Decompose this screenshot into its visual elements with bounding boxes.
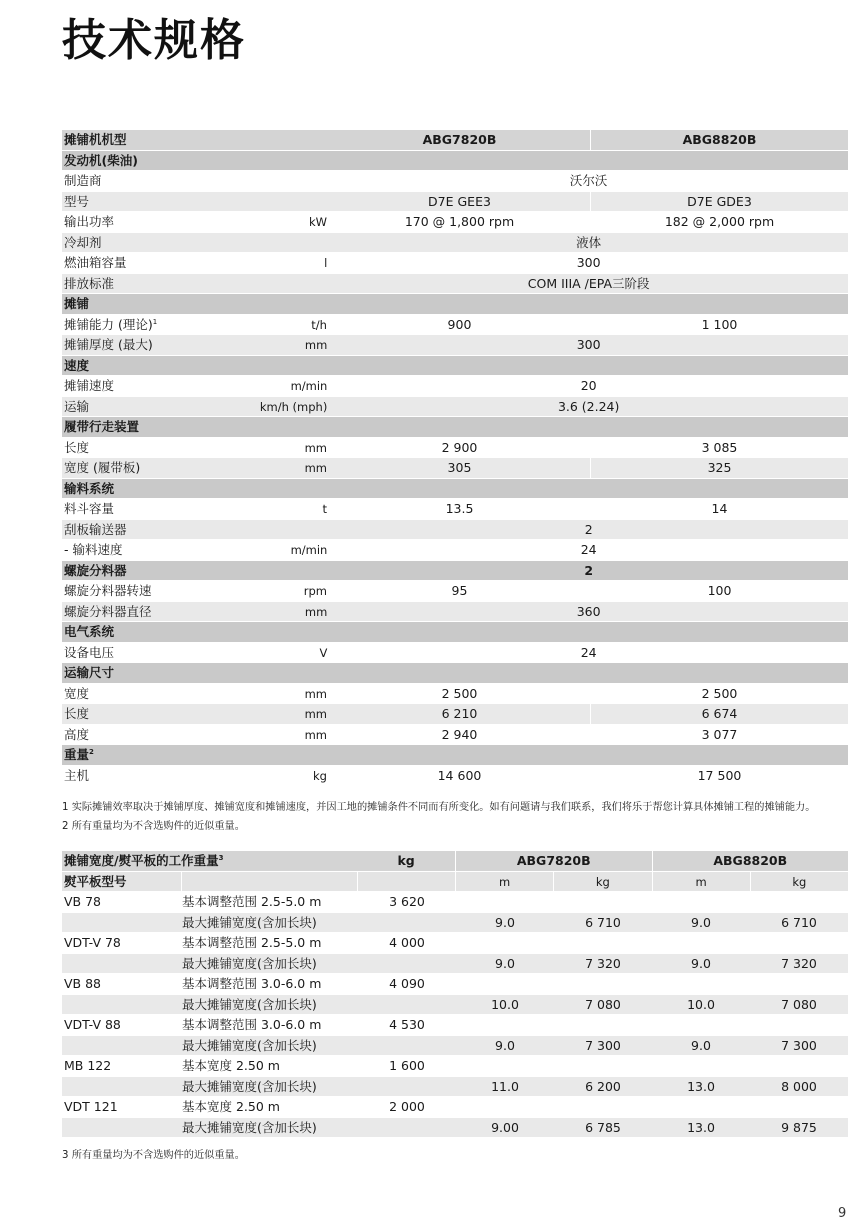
screed-desc: 基本调整范围 3.0-6.0 m — [182, 976, 322, 991]
spec-row-unit: mm — [304, 707, 327, 721]
spec-data-row — [62, 233, 848, 254]
screed-kg-b — [750, 1015, 848, 1035]
spec-section-label-text: 输料系统 — [64, 480, 115, 496]
screed-subheader-desc — [181, 872, 357, 892]
spec-row-label-text: 燃油箱容量 — [64, 255, 127, 270]
screed-m-a — [456, 1097, 554, 1117]
spec-row-value-a: 14 600 — [329, 766, 591, 786]
screed-kg-b — [750, 1097, 848, 1117]
spec-section-label — [62, 294, 242, 314]
screed-m-b — [652, 974, 750, 994]
spec-row-value-both: 沃尔沃 — [569, 173, 608, 188]
spec-row-value-a: 2 900 — [329, 438, 591, 458]
spec-row-label-text: 制造商 — [64, 173, 102, 188]
screed-kg-b: 7 320 — [781, 955, 817, 971]
screed-kg — [358, 995, 456, 1015]
screed-kg-a: 6 200 — [585, 1078, 621, 1094]
screed-desc: 最大摊铺宽度(含加长块) — [182, 1037, 317, 1053]
spec-row-label-text: 料斗容量 — [64, 501, 115, 516]
spec-row-label-text: 宽度 — [64, 685, 90, 701]
spec-row-label — [62, 253, 242, 273]
screed-desc: 最大摊铺宽度(含加长块) — [182, 914, 317, 930]
spec-row-label-text: 输出功率 — [64, 214, 115, 229]
spec-data-row — [62, 602, 848, 623]
spec-row-unit: kW — [308, 215, 327, 229]
spec-header-model-b: ABG8820B — [682, 132, 757, 147]
screed-header-title-sup: 3 — [218, 854, 224, 862]
screed-model: VDT-V 78 — [64, 935, 121, 950]
spec-data-row — [62, 253, 848, 274]
screed-m-b: 9.0 — [691, 955, 711, 971]
screed-row — [62, 995, 848, 1016]
screed-row — [62, 1118, 848, 1139]
spec-section-row — [62, 745, 848, 766]
screed-m-b — [652, 1097, 750, 1117]
spec-row-unit: V — [319, 645, 328, 660]
spec-row-unit: mm — [304, 686, 327, 701]
spec-data-row — [62, 643, 848, 664]
footnote-2: 2 所有重量均为不含选购件的近似重量。 — [62, 821, 245, 832]
screed-m-a: 11.0 — [491, 1078, 519, 1094]
spec-row-value-a: D7E GEE3 — [329, 192, 591, 212]
spec-section-label-text: 螺旋分料器 — [64, 562, 127, 578]
spec-section-row — [62, 294, 848, 315]
spec-row-label-text: 摊铺速度 — [64, 378, 115, 393]
screed-model: MB 122 — [64, 1058, 112, 1073]
spec-header-model-a: ABG7820B — [329, 130, 591, 150]
screed-desc: 最大摊铺宽度(含加长块) — [182, 955, 317, 971]
spec-section-value: 2 — [584, 562, 594, 578]
spec-row-unit: m/min — [290, 379, 328, 393]
screed-row — [62, 1056, 848, 1077]
spec-row-label-text: 螺旋分料器转速 — [64, 583, 152, 598]
footnote-1: 1 实际摊铺效率取决于摊铺厚度、摊铺宽度和摊铺速度，并因工地的摊铺条件不同而有所变化。如有问题请与我们联系，我们将乐于帮您计算具体摊铺工程的摊铺能力。 — [62, 802, 816, 813]
screed-m-b: 9.0 — [691, 1037, 711, 1053]
spec-row-label-text: 长度 — [64, 439, 90, 455]
screed-row — [62, 892, 848, 913]
spec-data-row — [62, 540, 848, 561]
spec-row-value-both: 20 — [580, 378, 597, 393]
screed-kg-b — [750, 974, 848, 994]
screed-model: VB 78 — [64, 894, 102, 909]
spec-row-label — [62, 212, 241, 232]
screed-m-a: 9.0 — [495, 914, 515, 930]
spec-data-row — [62, 766, 848, 787]
spec-row-label — [62, 376, 242, 396]
spec-data-row — [62, 684, 848, 705]
spec-row-unit — [241, 192, 329, 212]
spec-row-value-b: 3 085 — [701, 439, 738, 455]
spec-row-label — [62, 192, 241, 212]
spec-row-label-text: 摊铺厚度 (最大) — [64, 337, 153, 352]
screed-kg — [358, 1036, 456, 1056]
spec-row-label-text: 宽度 (履带板) — [64, 460, 141, 475]
screed-row — [62, 1036, 848, 1057]
spec-body — [62, 151, 848, 787]
spec-row-label — [62, 315, 241, 335]
spec-row-value-a: 6 210 — [329, 704, 591, 724]
screed-kg-a — [554, 1097, 652, 1117]
spec-row-value-a: 95 — [329, 581, 591, 601]
spec-row-label-text: - 输料速度 — [64, 542, 123, 557]
spec-section-label — [62, 745, 242, 765]
spec-row-label — [62, 581, 241, 601]
spec-row-label — [62, 438, 241, 458]
screed-kg: 4 530 — [389, 1017, 425, 1032]
spec-row-unit: mm — [304, 727, 327, 742]
spec-row-value-b: 1 100 — [701, 316, 738, 332]
spec-row-value-both: 2 — [584, 521, 593, 537]
spec-row-label — [62, 540, 242, 560]
spec-section-label-text: 速度 — [64, 357, 90, 373]
screed-table — [62, 851, 848, 1138]
screed-kg-b — [750, 1056, 848, 1076]
screed-kg-a — [554, 933, 652, 953]
screed-desc: 最大摊铺宽度(含加长块) — [182, 1078, 317, 1094]
spec-header-row — [62, 130, 848, 151]
spec-data-row — [62, 315, 848, 336]
spec-row-value-b: 17 500 — [697, 767, 742, 783]
spec-row-value-b: 3 077 — [701, 726, 738, 742]
spec-section-row — [62, 622, 848, 643]
screed-m-a — [456, 1056, 554, 1076]
screed-m-b — [652, 1015, 750, 1035]
spec-row-label — [62, 171, 242, 191]
spec-section-unit — [242, 151, 330, 171]
spec-header-label: 摊铺机机型 — [64, 132, 127, 147]
spec-row-unit: m/min — [290, 543, 328, 557]
spec-row-value-both: 24 — [580, 542, 597, 557]
screed-header-model-b: ABG8820B — [652, 851, 849, 871]
screed-subheader-m-b: m — [652, 872, 750, 892]
screed-kg — [358, 1118, 456, 1138]
spec-row-unit: mm — [304, 604, 328, 619]
spec-row-value-a: 2 940 — [329, 725, 591, 745]
spec-row-unit: t/h — [311, 317, 327, 332]
screed-kg: 4 090 — [389, 976, 425, 991]
screed-m-a: 9.0 — [495, 1037, 515, 1053]
screed-m-a — [456, 892, 554, 912]
screed-m-a: 9.00 — [491, 1119, 519, 1135]
screed-subheader-kg-b: kg — [750, 872, 848, 892]
screed-kg-a — [554, 974, 652, 994]
spec-row-value-a: 2 500 — [329, 684, 591, 704]
screed-m-a — [456, 1015, 554, 1035]
footnote-3: 3 所有重量均为不含选购件的近似重量。 — [62, 1150, 245, 1161]
spec-row-value-b: D7E GDE3 — [687, 193, 752, 209]
screed-kg: 2 000 — [389, 1099, 425, 1114]
spec-row-value-b: 2 500 — [701, 685, 738, 701]
spec-row-value-a: 900 — [329, 315, 591, 335]
screed-kg-b: 7 300 — [781, 1037, 817, 1053]
spec-row-unit — [242, 233, 330, 253]
spec-row-unit — [242, 171, 330, 191]
screed-subheader-label: 熨平板型号 — [64, 873, 127, 889]
spec-section-label — [62, 356, 242, 376]
spec-row-value-both: 300 — [576, 337, 601, 352]
spec-row-label-text: 主机 — [64, 767, 90, 783]
screed-header-model-a: ABG7820B — [455, 851, 652, 871]
screed-kg-a: 6 710 — [585, 914, 621, 930]
screed-header-title-text: 摊铺宽度/熨平板的工作重量 — [64, 853, 219, 868]
screed-model — [62, 1077, 182, 1097]
spec-section-label-text: 电气系统 — [64, 624, 115, 639]
screed-kg-a: 7 080 — [585, 996, 621, 1012]
spec-row-value-a: 13.5 — [329, 499, 591, 519]
spec-row-label-text: 运输 — [64, 398, 90, 414]
spec-data-row — [62, 274, 848, 295]
screed-kg-a: 6 785 — [585, 1119, 621, 1135]
spec-section-label — [62, 479, 242, 499]
spec-section-unit — [242, 622, 330, 642]
screed-row — [62, 933, 848, 954]
screed-model: VDT-V 88 — [64, 1017, 121, 1032]
screed-body — [62, 892, 848, 1138]
screed-subheader-kg — [357, 872, 455, 892]
spec-section-label — [62, 151, 242, 171]
spec-data-row — [62, 376, 848, 397]
spec-data-row — [62, 335, 848, 356]
spec-section-unit — [242, 294, 330, 314]
screed-kg: 3 620 — [389, 894, 425, 909]
screed-kg-a — [554, 892, 652, 912]
spec-data-row — [62, 704, 848, 725]
spec-data-row — [62, 438, 848, 459]
spec-row-unit: mm — [304, 338, 328, 352]
spec-section-label-text: 发动机(柴油) — [64, 152, 138, 168]
spec-row-value-b: 100 — [707, 583, 732, 598]
spec-row-unit: rpm — [303, 584, 327, 598]
spec-row-label-text: 螺旋分料器直径 — [64, 603, 152, 619]
spec-row-label — [62, 766, 241, 786]
spec-section-unit — [242, 356, 330, 376]
spec-section-label — [62, 417, 242, 437]
spec-row-label — [62, 274, 242, 294]
spec-row-value-a: 170 @ 1,800 rpm — [329, 212, 591, 232]
spec-row-label — [62, 704, 241, 724]
spec-row-unit: kg — [313, 768, 327, 783]
spec-row-value-both: 300 — [576, 255, 601, 270]
spec-row-value-b: 182 @ 2,000 rpm — [664, 214, 775, 229]
spec-section-unit — [242, 745, 330, 765]
spec-section-label — [62, 663, 242, 683]
spec-row-label-text: 刮板输送器 — [64, 521, 127, 537]
screed-kg — [358, 913, 456, 933]
screed-kg: 1 600 — [389, 1058, 425, 1073]
spec-section-sup: 2 — [89, 748, 94, 756]
screed-row — [62, 1077, 848, 1098]
spec-section-row — [62, 479, 848, 500]
page-number: 9 — [838, 1206, 847, 1221]
spec-row-label — [62, 458, 241, 478]
screed-row — [62, 913, 848, 934]
screed-kg-a: 7 320 — [585, 955, 621, 971]
spec-row-label — [62, 520, 242, 540]
screed-m-a: 9.0 — [495, 955, 515, 971]
screed-subheader-m-a: m — [455, 872, 553, 892]
spec-row-label-text: 高度 — [64, 726, 90, 742]
spec-data-row — [62, 520, 848, 541]
screed-subheader-row — [62, 872, 848, 893]
screed-kg-b: 6 710 — [781, 914, 817, 930]
screed-row — [62, 954, 848, 975]
screed-kg-a — [554, 1056, 652, 1076]
spec-row-label-text: 冷却剂 — [64, 234, 102, 250]
screed-row — [62, 1015, 848, 1036]
spec-row-label — [62, 335, 242, 355]
spec-row-unit: mm — [304, 440, 327, 455]
screed-m-a — [456, 933, 554, 953]
screed-kg-b: 7 080 — [781, 996, 817, 1012]
screed-m-b — [652, 1056, 750, 1076]
spec-section-row — [62, 151, 848, 172]
screed-m-b: 10.0 — [687, 996, 715, 1012]
screed-model — [62, 995, 182, 1015]
screed-m-b: 13.0 — [687, 1119, 715, 1135]
spec-row-value-b: 14 — [711, 501, 728, 516]
spec-section-unit — [242, 479, 330, 499]
spec-section-row — [62, 663, 848, 684]
screed-m-b — [652, 933, 750, 953]
screed-kg-b: 8 000 — [781, 1078, 817, 1094]
spec-row-value-both: 3.6 (2.24) — [557, 398, 620, 414]
spec-row-value-both: 液体 — [576, 234, 602, 250]
spec-section-label — [62, 622, 242, 642]
screed-kg-b — [750, 892, 848, 912]
spec-data-row — [62, 397, 848, 418]
spec-header-unit — [241, 130, 329, 150]
screed-kg — [358, 1077, 456, 1097]
screed-m-a: 10.0 — [491, 996, 519, 1012]
spec-section-label-text: 运输尺寸 — [64, 665, 115, 680]
spec-row-label-text: 排放标准 — [64, 275, 115, 291]
spec-data-row — [62, 192, 848, 213]
spec-section-label-text: 履带行走装置 — [64, 419, 140, 434]
screed-desc: 最大摊铺宽度(含加长块) — [182, 996, 317, 1012]
spec-section-unit — [242, 663, 330, 683]
spec-data-row — [62, 725, 848, 746]
screed-model — [62, 1118, 182, 1138]
spec-section-unit — [242, 561, 330, 581]
screed-kg-a — [554, 1015, 652, 1035]
screed-kg-b — [750, 933, 848, 953]
spec-row-label — [62, 602, 242, 622]
spec-row-label — [62, 397, 242, 417]
screed-kg — [358, 954, 456, 974]
screed-desc: 基本调整范围 2.5-5.0 m — [182, 894, 322, 909]
spec-data-row — [62, 171, 848, 192]
spec-row-value-b: 325 — [707, 460, 732, 475]
screed-m-a — [456, 974, 554, 994]
spec-row-label — [62, 684, 241, 704]
spec-row-label-text: 摊铺能力 (理论) — [64, 316, 153, 332]
spec-row-unit: mm — [304, 461, 327, 475]
screed-subheader-kg-a: kg — [553, 872, 651, 892]
screed-desc: 最大摊铺宽度(含加长块) — [182, 1119, 317, 1135]
screed-desc: 基本调整范围 2.5-5.0 m — [182, 935, 322, 950]
screed-desc: 基本宽度 2.50 m — [182, 1099, 280, 1114]
spec-row-label — [62, 725, 241, 745]
spec-row-sup: 1 — [152, 317, 158, 326]
screed-desc: 基本调整范围 3.0-6.0 m — [182, 1017, 322, 1032]
screed-model — [62, 954, 182, 974]
screed-row — [62, 974, 848, 995]
spec-section-row — [62, 417, 848, 438]
spec-section-label-text: 重量 — [64, 747, 90, 762]
spec-row-value-both: 360 — [576, 603, 601, 619]
screed-model — [62, 1036, 182, 1056]
spec-row-value-a: 305 — [329, 458, 591, 478]
screed-kg-a: 7 300 — [585, 1037, 621, 1053]
spec-row-label — [62, 643, 242, 663]
screed-desc: 基本宽度 2.50 m — [182, 1058, 280, 1073]
spec-section-row — [62, 356, 848, 377]
spec-data-row — [62, 458, 848, 479]
screed-m-b: 9.0 — [691, 914, 711, 930]
spec-section-label — [62, 561, 242, 581]
spec-row-unit: l — [324, 256, 328, 270]
spec-data-row — [62, 581, 848, 602]
spec-section-unit — [242, 417, 330, 437]
screed-model: VB 88 — [64, 976, 102, 991]
screed-header-row — [62, 851, 848, 872]
spec-row-label-text: 长度 — [64, 706, 90, 721]
spec-row-unit: t — [322, 502, 327, 516]
spec-row-value-both: COM IIIA /EPA三阶段 — [527, 275, 650, 291]
screed-m-b — [652, 892, 750, 912]
screed-kg-b: 9 875 — [781, 1119, 817, 1135]
spec-row-label-text: 设备电压 — [64, 644, 115, 660]
spec-data-row — [62, 499, 848, 520]
screed-kg: 4 000 — [389, 935, 425, 950]
spec-row-value-both: 24 — [580, 644, 597, 660]
spec-section-row — [62, 561, 848, 582]
screed-model: VDT 121 — [64, 1099, 118, 1114]
screed-model — [62, 913, 182, 933]
page-title: 技术规格 — [62, 15, 246, 66]
spec-data-row — [62, 212, 848, 233]
spec-row-unit — [242, 520, 330, 540]
spec-row-label — [62, 233, 242, 253]
spec-table — [62, 130, 848, 786]
screed-row — [62, 1097, 848, 1118]
screed-header-kg: kg — [397, 853, 415, 868]
screed-header-title — [62, 851, 357, 871]
spec-row-label-text: 型号 — [64, 193, 90, 209]
screed-m-b: 13.0 — [687, 1078, 715, 1094]
spec-row-unit: km/h (mph) — [259, 399, 328, 414]
spec-row-unit — [242, 274, 330, 294]
spec-section-label-text: 摊铺 — [64, 296, 90, 311]
spec-row-label — [62, 499, 241, 519]
spec-row-value-b: 6 674 — [701, 706, 738, 721]
